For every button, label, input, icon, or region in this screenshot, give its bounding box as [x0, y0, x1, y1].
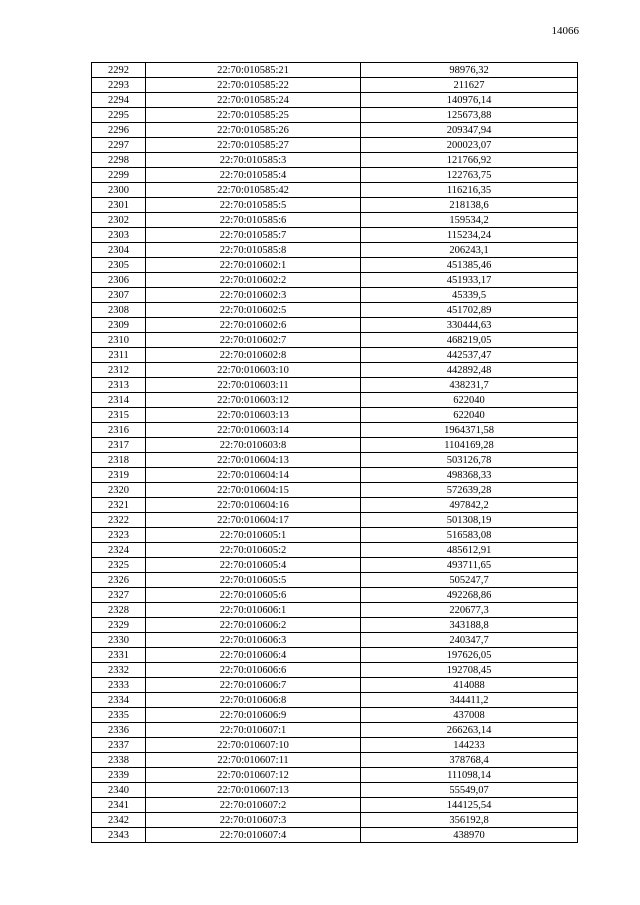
- cadastral-number-cell: 22:70:010585:27: [146, 138, 361, 153]
- table-row: [92, 303, 578, 318]
- table-row: [92, 168, 578, 183]
- value-cell: 414088: [361, 678, 578, 693]
- cadastral-number-cell: 22:70:010585:3: [146, 153, 361, 168]
- value-cell: 498368,33: [361, 468, 578, 483]
- value-cell: 572639,28: [361, 483, 578, 498]
- value-cell: 438970: [361, 828, 578, 843]
- cadastral-number-cell: 22:70:010604:17: [146, 513, 361, 528]
- value-cell: 1964371,58: [361, 423, 578, 438]
- page-number: 14066: [551, 25, 579, 37]
- cadastral-number-cell: 22:70:010585:22: [146, 78, 361, 93]
- table-row: [92, 768, 578, 783]
- cadastral-number-cell: 22:70:010603:8: [146, 438, 361, 453]
- value-cell: 116216,35: [361, 183, 578, 198]
- value-cell: 220677,3: [361, 603, 578, 618]
- value-cell: 485612,91: [361, 543, 578, 558]
- value-cell: 622040: [361, 408, 578, 423]
- value-cell: 211627: [361, 78, 578, 93]
- table-row: [92, 138, 578, 153]
- row-number-cell: 2306: [92, 273, 146, 288]
- row-number-cell: 2331: [92, 648, 146, 663]
- value-cell: 218138,6: [361, 198, 578, 213]
- table-body: [92, 63, 578, 843]
- value-cell: 206243,1: [361, 243, 578, 258]
- row-number-cell: 2322: [92, 513, 146, 528]
- table-row: [92, 558, 578, 573]
- cadastral-number-cell: 22:70:010606:4: [146, 648, 361, 663]
- cadastral-number-cell: 22:70:010606:9: [146, 708, 361, 723]
- table-row: [92, 108, 578, 123]
- row-number-cell: 2320: [92, 483, 146, 498]
- table-row: [92, 708, 578, 723]
- value-cell: 55549,07: [361, 783, 578, 798]
- row-number-cell: 2336: [92, 723, 146, 738]
- table-row: [92, 813, 578, 828]
- row-number-cell: 2325: [92, 558, 146, 573]
- cadastral-number-cell: 22:70:010606:3: [146, 633, 361, 648]
- value-cell: 330444,63: [361, 318, 578, 333]
- row-number-cell: 2315: [92, 408, 146, 423]
- cadastral-number-cell: 22:70:010585:6: [146, 213, 361, 228]
- value-cell: 451933,17: [361, 273, 578, 288]
- value-cell: 111098,14: [361, 768, 578, 783]
- value-cell: 122763,75: [361, 168, 578, 183]
- value-cell: 438231,7: [361, 378, 578, 393]
- cadastral-number-cell: 22:70:010607:2: [146, 798, 361, 813]
- cadastral-number-cell: 22:70:010603:12: [146, 393, 361, 408]
- table-row: [92, 603, 578, 618]
- table-row: [92, 63, 578, 78]
- row-number-cell: 2341: [92, 798, 146, 813]
- cadastral-number-cell: 22:70:010585:21: [146, 63, 361, 78]
- row-number-cell: 2338: [92, 753, 146, 768]
- cadastral-number-cell: 22:70:010602:7: [146, 333, 361, 348]
- table-row: [92, 78, 578, 93]
- cadastral-number-cell: 22:70:010606:6: [146, 663, 361, 678]
- cadastral-number-cell: 22:70:010603:13: [146, 408, 361, 423]
- value-cell: 115234,24: [361, 228, 578, 243]
- value-cell: 209347,94: [361, 123, 578, 138]
- cadastral-number-cell: 22:70:010602:3: [146, 288, 361, 303]
- table-row: [92, 528, 578, 543]
- value-cell: 516583,08: [361, 528, 578, 543]
- table-row: [92, 258, 578, 273]
- table-row: [92, 513, 578, 528]
- row-number-cell: 2314: [92, 393, 146, 408]
- value-cell: 497842,2: [361, 498, 578, 513]
- row-number-cell: 2343: [92, 828, 146, 843]
- row-number-cell: 2302: [92, 213, 146, 228]
- cadastral-number-cell: 22:70:010585:25: [146, 108, 361, 123]
- cadastral-number-cell: 22:70:010604:13: [146, 453, 361, 468]
- row-number-cell: 2316: [92, 423, 146, 438]
- table-row: [92, 678, 578, 693]
- table-row: [92, 213, 578, 228]
- table-row: [92, 348, 578, 363]
- cadastral-number-cell: 22:70:010607:10: [146, 738, 361, 753]
- value-cell: 442892,48: [361, 363, 578, 378]
- row-number-cell: 2304: [92, 243, 146, 258]
- value-cell: 356192,8: [361, 813, 578, 828]
- cadastral-number-cell: 22:70:010585:7: [146, 228, 361, 243]
- value-cell: 501308,19: [361, 513, 578, 528]
- cadastral-number-cell: 22:70:010602:6: [146, 318, 361, 333]
- row-number-cell: 2300: [92, 183, 146, 198]
- value-cell: 442537,47: [361, 348, 578, 363]
- table-row: [92, 783, 578, 798]
- table-row: [92, 153, 578, 168]
- row-number-cell: 2337: [92, 738, 146, 753]
- value-cell: 240347,7: [361, 633, 578, 648]
- row-number-cell: 2326: [92, 573, 146, 588]
- cadastral-number-cell: 22:70:010605:2: [146, 543, 361, 558]
- row-number-cell: 2308: [92, 303, 146, 318]
- cadastral-number-cell: 22:70:010607:3: [146, 813, 361, 828]
- value-cell: 266263,14: [361, 723, 578, 738]
- value-cell: 343188,8: [361, 618, 578, 633]
- cadastral-number-cell: 22:70:010585:24: [146, 93, 361, 108]
- cadastral-number-cell: 22:70:010605:1: [146, 528, 361, 543]
- value-cell: 144125,54: [361, 798, 578, 813]
- table-row: [92, 318, 578, 333]
- cadastral-number-cell: 22:70:010607:11: [146, 753, 361, 768]
- table-row: [92, 408, 578, 423]
- table-row: [92, 333, 578, 348]
- row-number-cell: 2311: [92, 348, 146, 363]
- table-row: [92, 738, 578, 753]
- row-number-cell: 2297: [92, 138, 146, 153]
- cadastral-number-cell: 22:70:010585:8: [146, 243, 361, 258]
- value-cell: 159534,2: [361, 213, 578, 228]
- row-number-cell: 2310: [92, 333, 146, 348]
- table-row: [92, 588, 578, 603]
- cadastral-number-cell: 22:70:010585:5: [146, 198, 361, 213]
- cadastral-number-cell: 22:70:010603:14: [146, 423, 361, 438]
- row-number-cell: 2319: [92, 468, 146, 483]
- row-number-cell: 2339: [92, 768, 146, 783]
- cadastral-number-cell: 22:70:010585:26: [146, 123, 361, 138]
- cadastral-number-cell: 22:70:010602:1: [146, 258, 361, 273]
- value-cell: 493711,65: [361, 558, 578, 573]
- cadastral-number-cell: 22:70:010606:7: [146, 678, 361, 693]
- table-row: [92, 483, 578, 498]
- table-row: [92, 663, 578, 678]
- value-cell: 192708,45: [361, 663, 578, 678]
- row-number-cell: 2321: [92, 498, 146, 513]
- cadastral-number-cell: 22:70:010605:5: [146, 573, 361, 588]
- table-row: [92, 228, 578, 243]
- value-cell: 505247,7: [361, 573, 578, 588]
- cadastral-number-cell: 22:70:010603:11: [146, 378, 361, 393]
- cadastral-number-cell: 22:70:010602:8: [146, 348, 361, 363]
- row-number-cell: 2318: [92, 453, 146, 468]
- table-row: [92, 468, 578, 483]
- value-cell: 378768,4: [361, 753, 578, 768]
- value-cell: 121766,92: [361, 153, 578, 168]
- table-row: [92, 453, 578, 468]
- cadastral-number-cell: 22:70:010606:1: [146, 603, 361, 618]
- table-row: [92, 723, 578, 738]
- table-row: [92, 543, 578, 558]
- row-number-cell: 2330: [92, 633, 146, 648]
- row-number-cell: 2299: [92, 168, 146, 183]
- value-cell: 144233: [361, 738, 578, 753]
- cadastral-number-cell: 22:70:010606:2: [146, 618, 361, 633]
- row-number-cell: 2294: [92, 93, 146, 108]
- value-cell: 140976,14: [361, 93, 578, 108]
- row-number-cell: 2295: [92, 108, 146, 123]
- table-row: [92, 648, 578, 663]
- table-row: [92, 363, 578, 378]
- table-row: [92, 288, 578, 303]
- table-row: [92, 618, 578, 633]
- table-row: [92, 573, 578, 588]
- value-cell: 451702,89: [361, 303, 578, 318]
- row-number-cell: 2327: [92, 588, 146, 603]
- table-row: [92, 828, 578, 843]
- cadastral-number-cell: 22:70:010607:1: [146, 723, 361, 738]
- data-table: [91, 62, 578, 843]
- value-cell: 197626,05: [361, 648, 578, 663]
- cadastral-number-cell: 22:70:010602:5: [146, 303, 361, 318]
- table-row: [92, 498, 578, 513]
- table-row: [92, 798, 578, 813]
- value-cell: 468219,05: [361, 333, 578, 348]
- cadastral-number-cell: 22:70:010605:4: [146, 558, 361, 573]
- row-number-cell: 2317: [92, 438, 146, 453]
- row-number-cell: 2334: [92, 693, 146, 708]
- cadastral-number-cell: 22:70:010604:14: [146, 468, 361, 483]
- table-row: [92, 753, 578, 768]
- row-number-cell: 2303: [92, 228, 146, 243]
- cadastral-number-cell: 22:70:010604:15: [146, 483, 361, 498]
- table-row: [92, 378, 578, 393]
- value-cell: 125673,88: [361, 108, 578, 123]
- row-number-cell: 2342: [92, 813, 146, 828]
- row-number-cell: 2313: [92, 378, 146, 393]
- value-cell: 200023,07: [361, 138, 578, 153]
- value-cell: 492268,86: [361, 588, 578, 603]
- table-row: [92, 123, 578, 138]
- row-number-cell: 2298: [92, 153, 146, 168]
- cadastral-number-cell: 22:70:010602:2: [146, 273, 361, 288]
- value-cell: 503126,78: [361, 453, 578, 468]
- row-number-cell: 2340: [92, 783, 146, 798]
- cadastral-number-cell: 22:70:010604:16: [146, 498, 361, 513]
- table-row: [92, 183, 578, 198]
- row-number-cell: 2296: [92, 123, 146, 138]
- cadastral-number-cell: 22:70:010607:13: [146, 783, 361, 798]
- cadastral-number-cell: 22:70:010607:12: [146, 768, 361, 783]
- table-row: [92, 423, 578, 438]
- row-number-cell: 2332: [92, 663, 146, 678]
- value-cell: 1104169,28: [361, 438, 578, 453]
- cadastral-number-cell: 22:70:010603:10: [146, 363, 361, 378]
- table-row: [92, 438, 578, 453]
- row-number-cell: 2293: [92, 78, 146, 93]
- row-number-cell: 2323: [92, 528, 146, 543]
- value-cell: 45339,5: [361, 288, 578, 303]
- row-number-cell: 2324: [92, 543, 146, 558]
- row-number-cell: 2333: [92, 678, 146, 693]
- row-number-cell: 2301: [92, 198, 146, 213]
- table-row: [92, 243, 578, 258]
- table-row: [92, 693, 578, 708]
- row-number-cell: 2305: [92, 258, 146, 273]
- row-number-cell: 2329: [92, 618, 146, 633]
- row-number-cell: 2307: [92, 288, 146, 303]
- cadastral-number-cell: 22:70:010585:42: [146, 183, 361, 198]
- value-cell: 344411,2: [361, 693, 578, 708]
- table-row: [92, 633, 578, 648]
- row-number-cell: 2309: [92, 318, 146, 333]
- value-cell: 451385,46: [361, 258, 578, 273]
- table-row: [92, 393, 578, 408]
- cadastral-number-cell: 22:70:010606:8: [146, 693, 361, 708]
- row-number-cell: 2292: [92, 63, 146, 78]
- value-cell: 622040: [361, 393, 578, 408]
- row-number-cell: 2328: [92, 603, 146, 618]
- row-number-cell: 2335: [92, 708, 146, 723]
- table-row: [92, 198, 578, 213]
- row-number-cell: 2312: [92, 363, 146, 378]
- table-row: [92, 93, 578, 108]
- cadastral-number-cell: 22:70:010605:6: [146, 588, 361, 603]
- cadastral-number-cell: 22:70:010585:4: [146, 168, 361, 183]
- cadastral-number-cell: 22:70:010607:4: [146, 828, 361, 843]
- value-cell: 437008: [361, 708, 578, 723]
- table-row: [92, 273, 578, 288]
- value-cell: 98976,32: [361, 63, 578, 78]
